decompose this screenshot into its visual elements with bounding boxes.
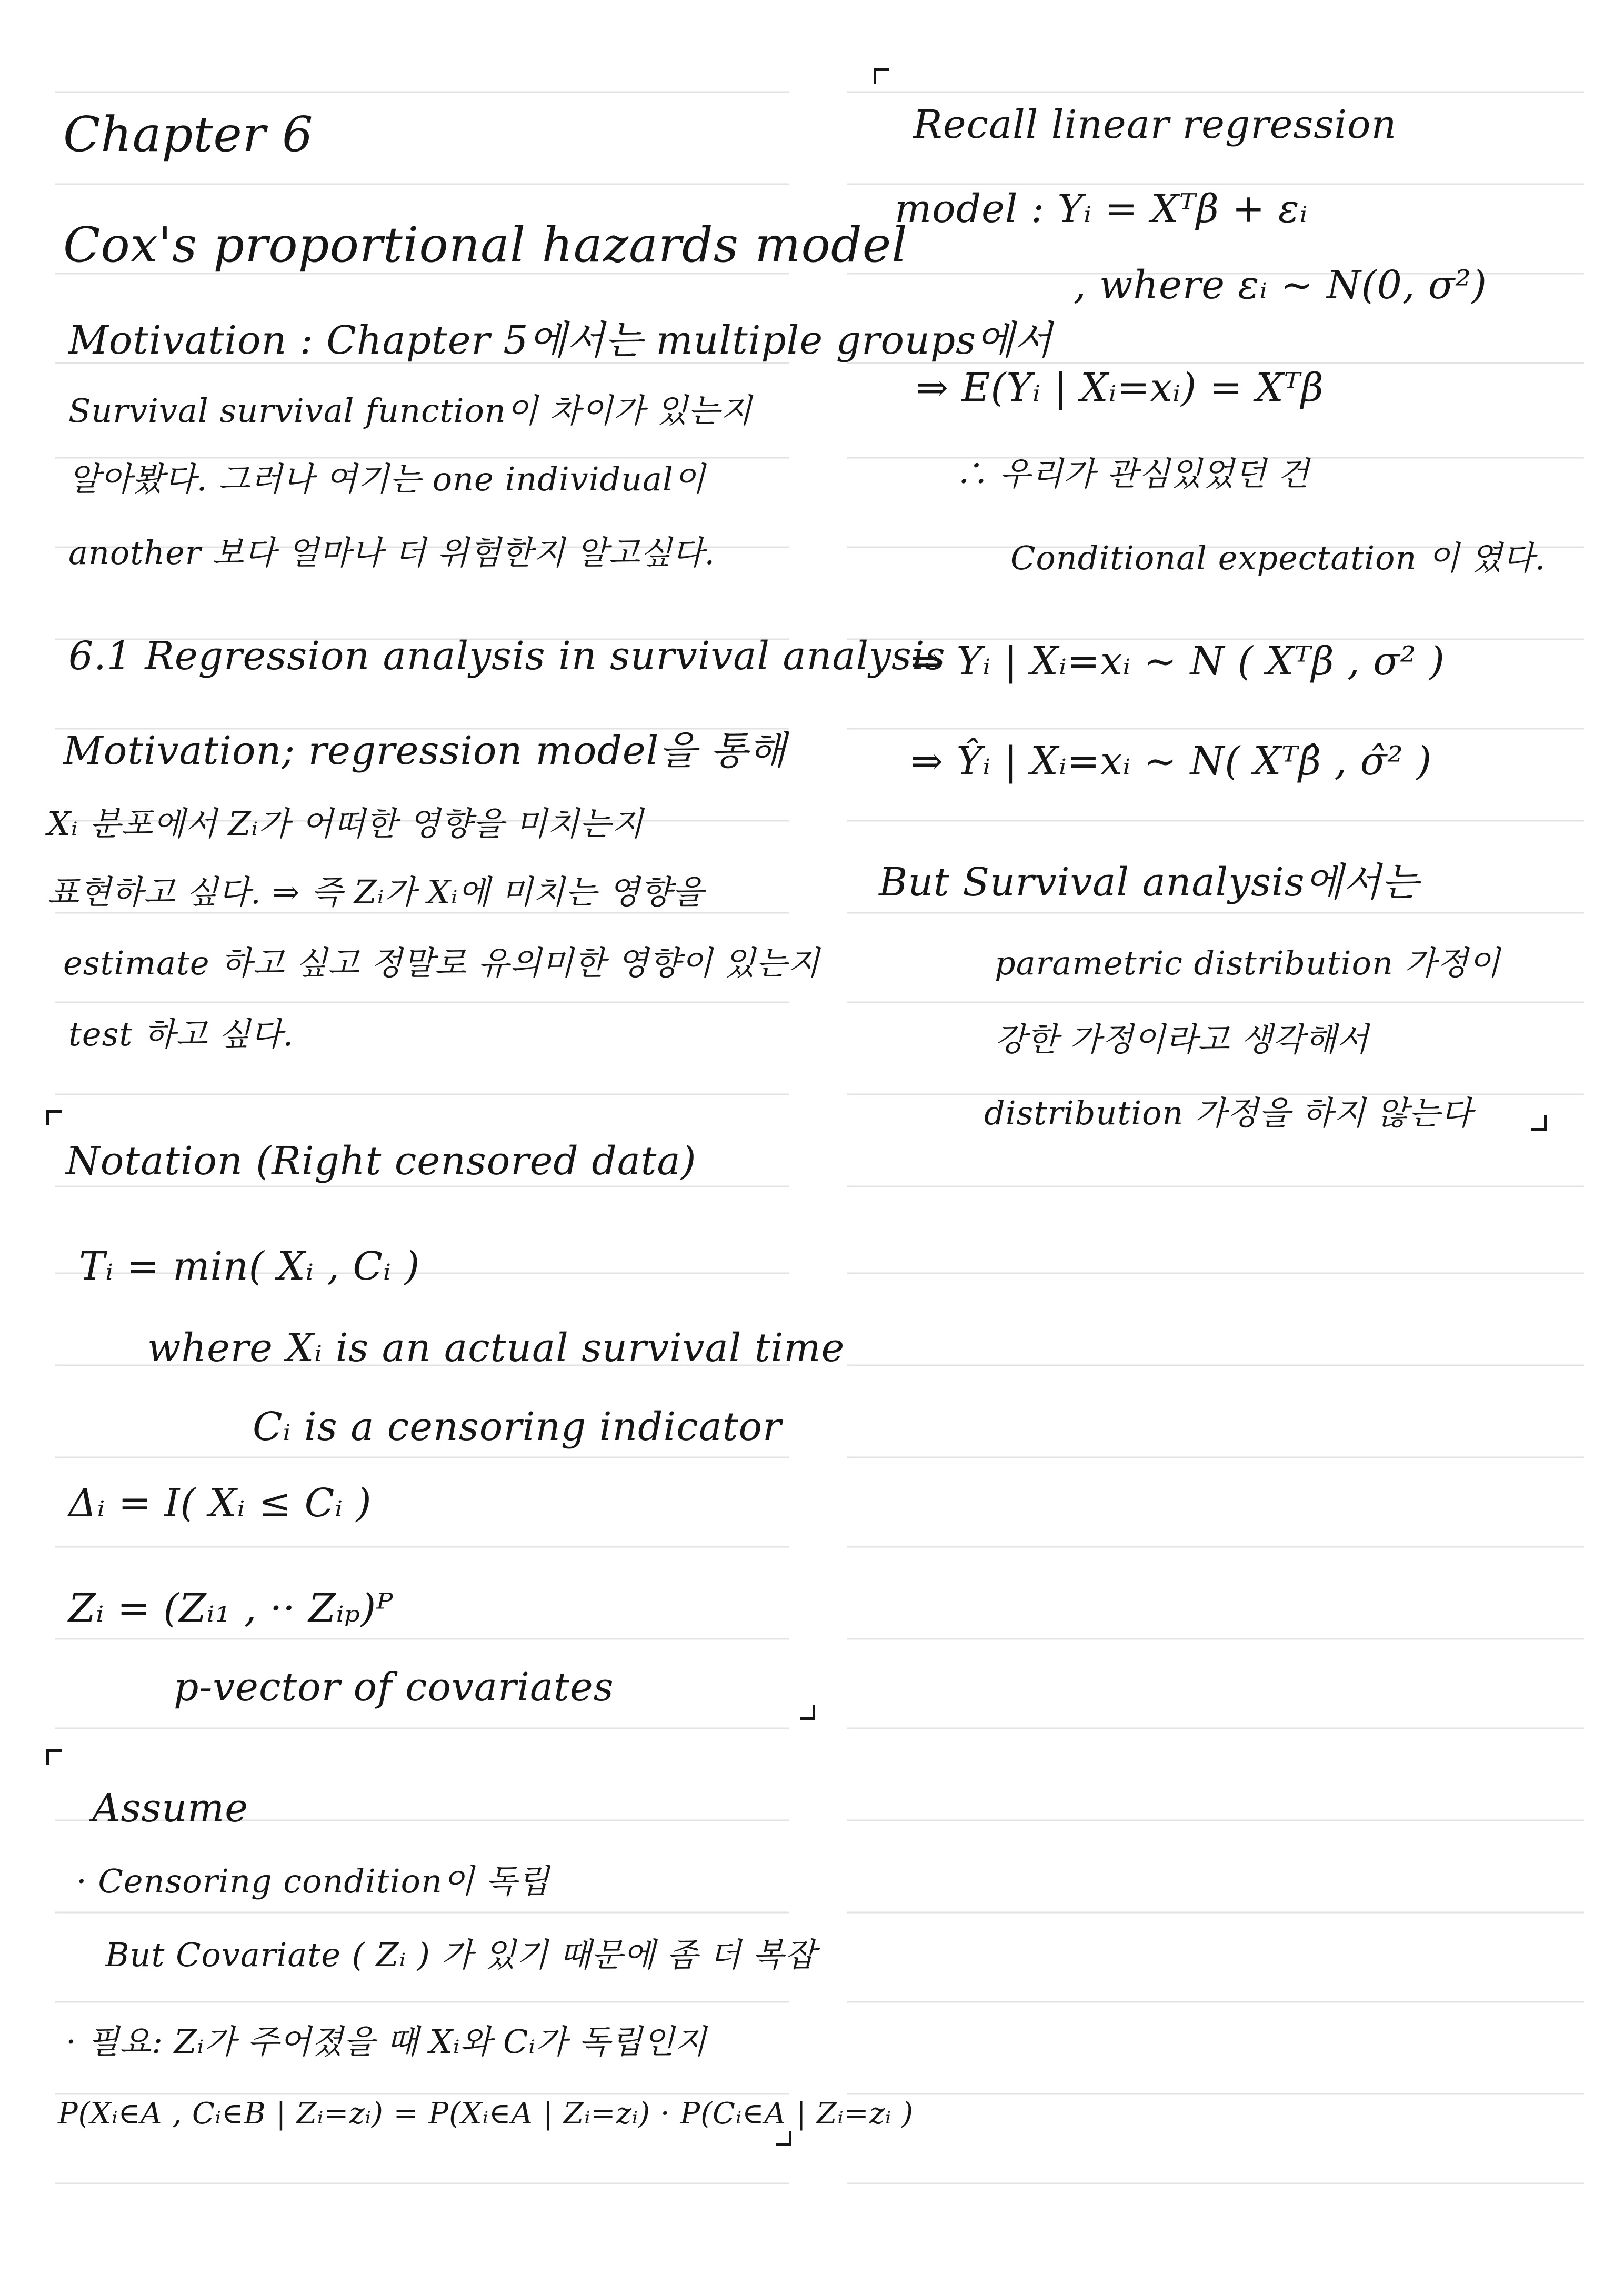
but-line-3: 강한 가정이라고 생각해서 [995, 1020, 1369, 1059]
motivation2-line-5: test 하고 싶다. [68, 1015, 294, 1053]
section-heading: 6.1 Regression analysis in survival analysis [68, 633, 946, 679]
assume-line-3: · 필요: Zᵢ가 주어졌을 때 Xᵢ와 Cᵢ가 독립인지 [66, 2022, 707, 2061]
but-line-4: distribution 가정을 하지 않는다 [984, 1094, 1473, 1132]
motivation1-line-4: another 보다 얼마나 더 위험한지 알고싶다. [68, 533, 716, 572]
notation-line-2: where Xᵢ is an actual survival time [147, 1325, 845, 1371]
recall-line-5: ∴ 우리가 관심있었던 건 [955, 455, 1310, 493]
recall-line-6: Conditional expectation 이 였다. [1010, 539, 1546, 577]
recall-line-1: Recall linear regression [913, 102, 1397, 147]
motivation2-line-2: Xᵢ 분포에서 Zᵢ가 어떠한 영향을 미치는지 [47, 804, 644, 843]
motivation2-line-3: 표현하고 싶다. ⇒ 즉 Zᵢ가 Xᵢ에 미치는 영향을 [47, 873, 705, 911]
chapter-heading: Chapter 6 [63, 106, 314, 163]
notation-heading: Notation (Right censored data) [66, 1139, 697, 1184]
recall-line-3: , where εᵢ ~ N(0, σ²) [1074, 263, 1487, 308]
notation-line-1: Tᵢ = min( Xᵢ , Cᵢ ) [79, 1244, 420, 1289]
notation-line-3: Cᵢ is a censoring indicator [253, 1404, 782, 1449]
notation-line-6: p-vector of covariates [174, 1665, 614, 1710]
page-title: Cox's proportional hazards model [63, 217, 908, 273]
assume-line-1: · Censoring condition이 독립 [76, 1862, 550, 1900]
recall-line-4: ⇒ E(Yᵢ | Xᵢ=xᵢ) = Xᵀβ [916, 365, 1324, 410]
notation-open-bracket [46, 1110, 62, 1125]
motivation2-line-1: Motivation; regression model을 통해 [63, 728, 787, 773]
motivation2-line-4: estimate 하고 싶고 정말로 유의미한 영향이 있는지 [63, 944, 820, 982]
recall-open-bracket [874, 68, 889, 84]
motivation1-line-3: 알아봤다. 그러나 여기는 one individual이 [68, 460, 706, 498]
but-line-1: But Survival analysis에서는 [879, 860, 1420, 905]
assume-line-2: But Covariate ( Zᵢ ) 가 있기 때문에 좀 더 복잡 [105, 1936, 817, 1974]
recall-line-2: model : Yᵢ = Xᵀβ + εᵢ [895, 186, 1308, 231]
assume-heading: Assume [92, 1786, 249, 1831]
recall-close-bracket [1531, 1115, 1547, 1131]
notation-line-4: Δᵢ = I( Xᵢ ≤ Cᵢ ) [68, 1481, 372, 1526]
but-line-2: parametric distribution 가정이 [995, 944, 1501, 982]
assume-line-4: P(Xᵢ∈A , Cᵢ∈B | Zᵢ=zᵢ) = P(Xᵢ∈A | Zᵢ=zᵢ) · P(Cᵢ∈A | Zᵢ=zᵢ ) [58, 2097, 914, 2131]
motivation1-line-1: Motivation : Chapter 5에서는 multiple groups에서 [68, 318, 1053, 363]
notation-line-5: Zᵢ = (Zᵢ₁ , ·· Zᵢₚ)ᴾ [68, 1586, 394, 1631]
notation-close-bracket [800, 1705, 815, 1720]
motivation1-line-2: Survival survival function이 차이가 있는지 [68, 391, 753, 430]
assume-open-bracket [46, 1749, 62, 1765]
assume-close-bracket [776, 2131, 791, 2146]
recall-line-7: ⇒ Yᵢ | Xᵢ=xᵢ ~ N ( Xᵀβ , σ² ) [910, 639, 1445, 684]
right-column [842, 0, 1624, 2296]
recall-line-8: ⇒ Ŷᵢ | Xᵢ=xᵢ ~ N( Xᵀβ̂ , σ̂² ) [910, 739, 1432, 784]
